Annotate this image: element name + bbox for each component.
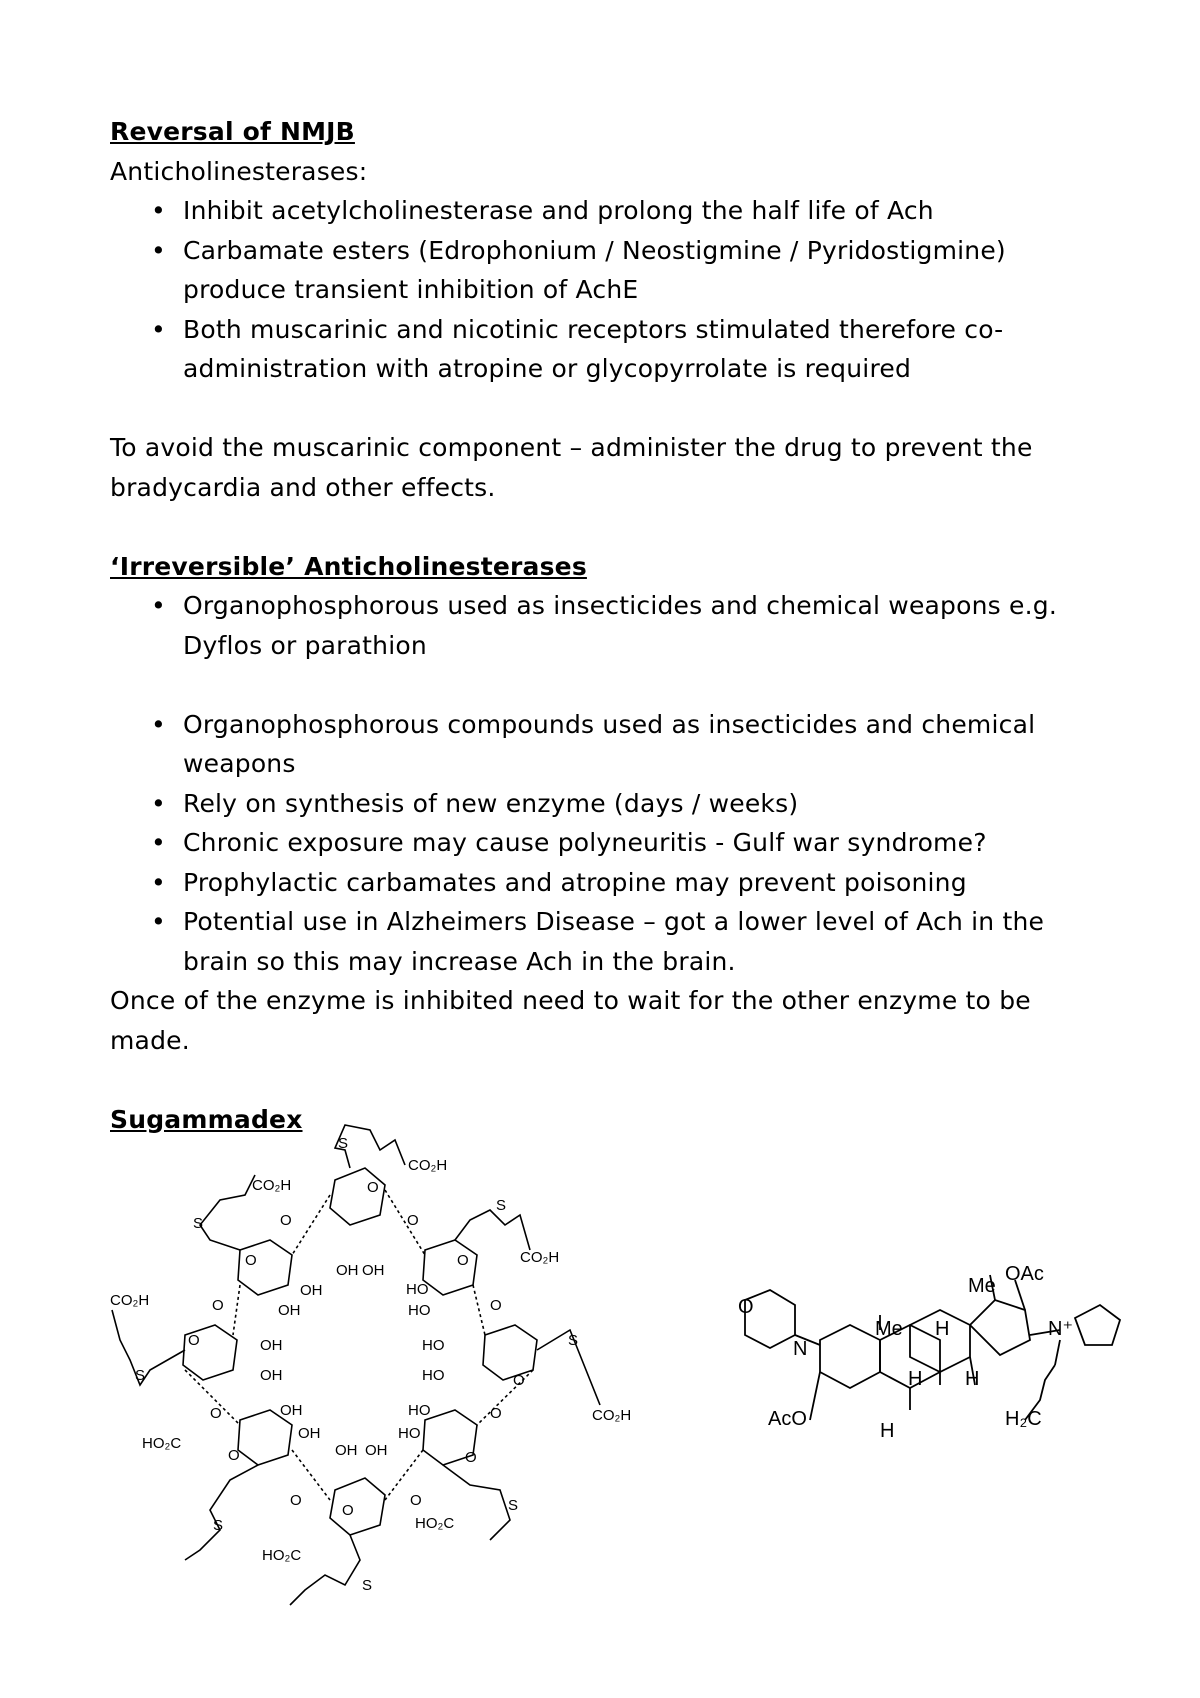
oh-label: OH [335,1442,358,1459]
methyl-label: Me [968,1275,996,1297]
oh-label: OH [260,1337,283,1354]
list-item-line: produce transient inhibition of AchE [183,275,639,304]
list-item-line: administration with atropine or glycopyrrolate is required [183,354,912,383]
oh-label: OH [298,1425,321,1442]
o-label: O [188,1332,200,1349]
co2h-label: CO₂H [520,1249,560,1266]
oh-label: OH [280,1402,303,1419]
o-label: O [367,1179,379,1196]
s-label: S [508,1497,519,1514]
o-label: O [465,1449,477,1466]
co2h-label: CO₂H [252,1177,292,1194]
o-label: O [290,1492,302,1509]
rocuronium-structure-figure [745,1275,1120,1420]
list-item-line: Potential use in Alzheimers Disease – got a lower level of Ach in the [183,907,1045,936]
ho-label: HO [408,1302,431,1319]
bullet-point-icon: • [151,235,166,265]
oh-label: OH [365,1442,388,1459]
list-item-line: weapons [183,749,296,778]
list-item-line: Dyflos or parathion [183,630,427,660]
s-label: S [338,1135,349,1152]
sugammadex-labels [110,1135,631,1594]
oxygen-label: O [738,1296,754,1318]
bullet-point-icon: • [151,196,166,225]
o-label: O [490,1297,502,1314]
ho2c-label: HO₂C [415,1515,455,1532]
list-item-line: brain so this may increase Ach in the brain. [183,946,736,976]
list-item-line: Carbamate esters (Edrophonium / Neostigmine / Pyridostigmine) [183,235,1006,265]
ho-label: HO [422,1367,445,1384]
ho-label: HO [398,1425,421,1442]
list-item-line: Chronic exposure may cause polyneuritis - Gulf war syndrome? [183,828,987,857]
bullet-point-icon: • [151,314,166,344]
o-label: O [280,1212,292,1229]
hydrogen-label: H [880,1420,895,1442]
acetoxy-label: AcO [768,1408,807,1430]
nitrogen-label: N [793,1338,808,1360]
section-heading-irreversible: ‘Irreversible’ Anticholinesterases [110,551,587,581]
list-item [110,231,1110,310]
oh-label: OH [260,1367,283,1384]
list-item [110,823,1110,863]
oh-label: OH [336,1262,359,1279]
list-item-line: Inhibit acetylcholinesterase and prolong the half life of Ach [183,196,934,225]
s-label: S [135,1367,146,1384]
o-label: O [212,1297,224,1314]
paragraph-line: Once of the enzyme is inhibited need to wait for the other enzyme to be [110,986,1031,1015]
list-item-line: Organophosphorous compounds used as insecticides and chemical [183,709,1036,739]
s-label: S [568,1332,579,1349]
list-item [110,863,1110,903]
bullet-point-icon: • [151,867,166,897]
s-label: S [496,1197,507,1214]
list-item-line: Both muscarinic and nicotinic receptors stimulated therefore co- [183,314,1004,344]
quaternary-nitrogen-label: N⁺ [1048,1318,1073,1340]
section-heading-reversal: Reversal of NMJB [110,117,355,146]
o-label: O [513,1372,525,1389]
bullet-point-icon: • [151,591,166,620]
list-item [110,784,1110,824]
co2h-label: CO₂H [408,1157,448,1174]
hydrogen-label: H [935,1318,950,1340]
bullet-point-icon: • [151,788,166,818]
oh-label: OH [278,1302,301,1319]
list-item [110,705,1110,784]
o-label: O [228,1447,240,1464]
list-item [110,586,1110,665]
acetoxy-label: OAc [1005,1263,1044,1285]
paragraph-line: made. [110,1025,190,1055]
document-body [110,112,1110,1139]
oh-label: OH [362,1262,385,1279]
hydrogen-label: H [908,1368,923,1390]
intro-text: Anticholinesterases: [110,156,368,186]
ho2c-label: HO₂C [142,1435,182,1452]
s-label: S [193,1215,204,1232]
list-item-line: Rely on synthesis of new enzyme (days / weeks) [183,788,799,818]
s-label: S [213,1517,224,1534]
s-label: S [362,1577,373,1594]
o-label: O [410,1492,422,1509]
methyl-label: Me [875,1318,903,1340]
ho-label: HO [406,1281,429,1298]
bullet-list-irreversible-a [110,586,1110,665]
o-label: O [490,1405,502,1422]
allyl-label: H₂C [1005,1408,1042,1430]
ho2c-label: HO₂C [262,1547,302,1564]
o-label: O [407,1212,419,1229]
paragraph-line: bradycardia and other effects. [110,472,496,502]
bullet-list-irreversible-b [110,705,1110,982]
co2h-label: CO₂H [592,1407,632,1424]
o-label: O [342,1502,354,1519]
ho-label: HO [422,1337,445,1354]
co2h-label: CO₂H [110,1292,150,1309]
oh-label: OH [300,1282,323,1299]
hydrogen-label: H [965,1368,980,1390]
list-item [110,310,1110,389]
bullet-point-icon: • [151,828,166,857]
bullet-list-anticholinesterases [110,191,1110,389]
list-item-line: Prophylactic carbamates and atropine may prevent poisoning [183,867,967,897]
o-label: O [245,1252,257,1269]
o-label: O [457,1252,469,1269]
bullet-point-icon: • [151,709,166,739]
ho-label: HO [408,1402,431,1419]
sugammadex-structure-figure [112,1125,600,1605]
bullet-point-icon: • [151,907,166,936]
section-heading-sugammadex: Sugammadex [110,1104,303,1134]
o-label: O [210,1405,222,1422]
list-item-line: Organophosphorous used as insecticides and chemical weapons e.g. [183,591,1057,620]
list-item [110,902,1110,981]
rocuronium-labels [738,1263,1073,1442]
paragraph-line: To avoid the muscarinic component – administer the drug to prevent the [110,433,1033,462]
list-item [110,191,1110,231]
